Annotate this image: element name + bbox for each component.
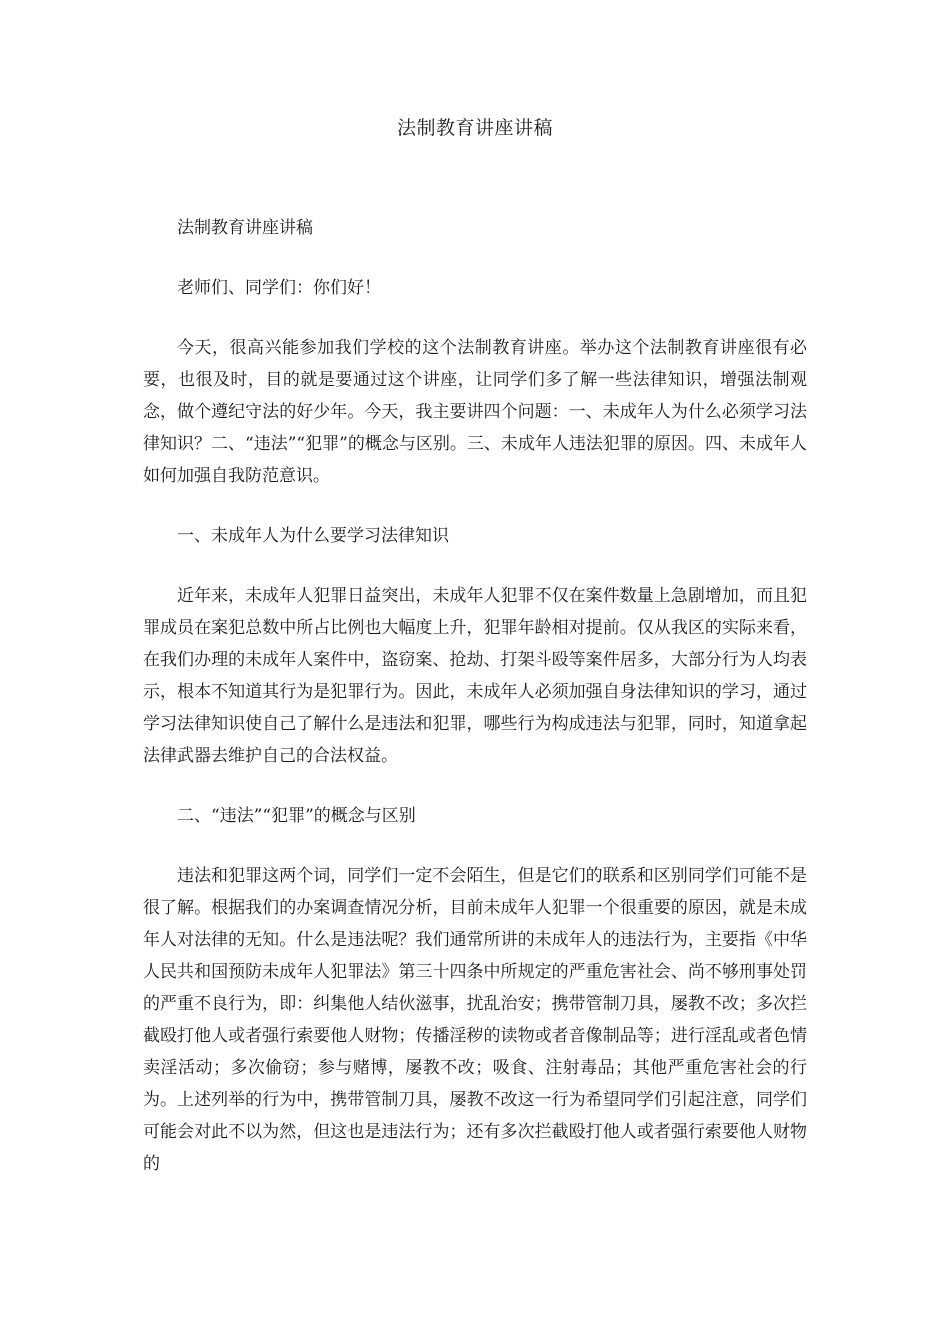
document-body — [143, 212, 807, 1180]
section-1-paragraph: 近年来，未成年人犯罪日益突出，未成年人犯罪不仅在案件数量上急剧增加，而且犯罪成员在案犯总数中所占比例也大幅度上升，犯罪年龄相对提前。仅从我区的实际来看，在我们办理的未成年人案件中，盗窃案、抢劫、打架斗殴等案件居多，大部分行为人均表示，根本不知道其行为是犯罪行为。因此，未成年人必须加强自身法律知识的学习，通过学习法律知识使自己了解什么是违法和犯罪，哪些行为构成违法与犯罪，同时，知道拿起法律武器去维护自己的合法权益。 — [143, 586, 807, 766]
section-heading-2: 二、“违法”“犯罪”的概念与区别 — [177, 806, 416, 826]
intro-paragraph: 今天，很高兴能参加我们学校的这个法制教育讲座。举办这个法制教育讲座很有必要，也很及时，目的就是要通过这个讲座，让同学们多了解一些法律知识，增强法制观念，做个遵纪守法的好少年。今天，我主要讲四个问题：一、未成年人为什么必须学习法律知识？二、“违法”“犯罪”的概念与区别。三、未成年人违法犯罪的原因。四、未成年人如何加强自我防范意识。 — [143, 338, 807, 486]
greeting-paragraph: 老师们、同学们：你们好！ — [177, 278, 381, 298]
section-heading-1: 一、未成年人为什么要学习法律知识 — [177, 526, 449, 546]
subtitle-paragraph: 法制教育讲座讲稿 — [177, 218, 313, 238]
section-2-paragraph: 违法和犯罪这两个词，同学们一定不会陌生，但是它们的联系和区别同学们可能不是很了解。根据我们的办案调查情况分析，目前未成年人犯罪一个很重要的原因，就是未成年人对法律的无知。什么是违法呢？我们通常所讲的未成年人的违法行为，主要指《中华人民共和国预防未成年人犯罪法》第三十四条中所规定的严重危害社会、尚不够刑事处罚的严重不良行为，即：纠集他人结伙滋事，扰乱治安；携带管制刀具，屡教不改；多次拦截殴打他人或者强行索要他人财物；传播淫秽的读物或者音像制品等；进行淫乱或者色情卖淫活动；多次偷窃；参与赌博，屡教不改；吸食、注射毒品；其他严重危害社会的行为。上述列举的行为中，携带管制刀具，屡教不改这一行为希望同学们引起注意，同学们可能会对此不以为然，但这也是违法行为；还有多次拦截殴打他人或者强行索要他人财物的 — [143, 866, 807, 1174]
document-title: 法制教育讲座讲稿 — [396, 117, 553, 139]
